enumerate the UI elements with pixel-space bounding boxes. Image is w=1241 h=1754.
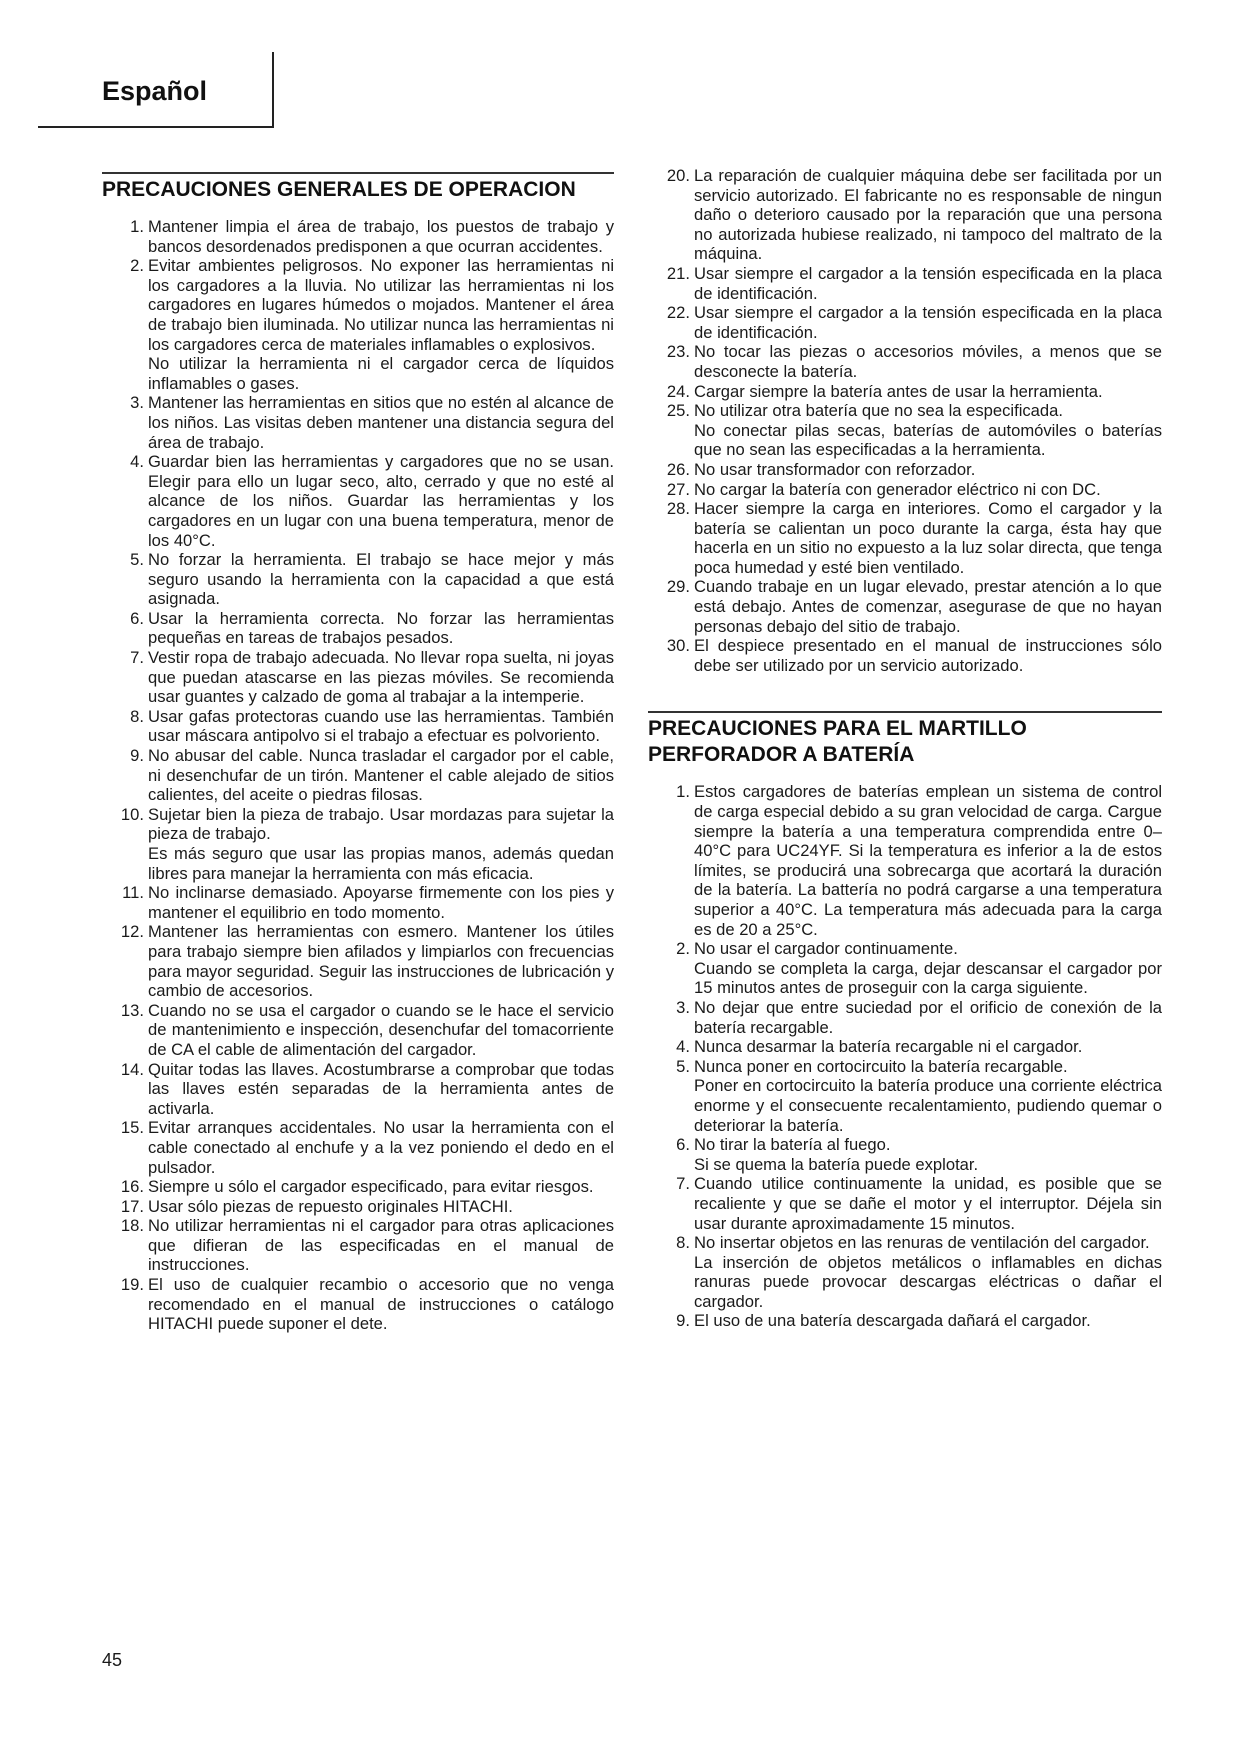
item-number: 26. <box>666 459 690 479</box>
item-text: Mantener limpia el área de trabajo, los puestos de trabajo y bancos desordenados predisponen a que ocurran accidentes. <box>148 217 614 256</box>
item-text: Estos cargadores de baterías emplean un sistema de control de carga especial debido a su gran velocidad de carga. Cargue siempre la batería a una temperatura comprendida entre 0–40°C para UC24YF. Si la temperatura es inferior a la de estos límites, se producirá una sobrecarga que acortará la duración de la batería. La battería no podrá cargarse a una temperatura superior a 40°C. La temperatura más adecuada para la carga es de 20 a 25°C. <box>694 782 1162 939</box>
list-item <box>102 1197 614 1217</box>
list-item <box>648 1233 1162 1311</box>
item-number: 7. <box>130 648 144 668</box>
item-text: No tirar la batería al fuego. <box>694 1135 891 1155</box>
list-item <box>648 782 1162 939</box>
list-item <box>102 217 614 256</box>
list-item <box>648 480 1162 500</box>
list-item <box>648 1057 1162 1135</box>
list-item <box>648 401 1162 460</box>
item-text: No tocar las piezas o accesorios móviles, a menos que se desconecte la batería. <box>694 342 1162 381</box>
item-subtext: Si se quema la batería puede explotar. <box>694 1154 979 1174</box>
item-number: 10. <box>120 804 144 824</box>
item-text: Sujetar bien la pieza de trabajo. Usar mordazas para sujetar la pieza de trabajo. <box>148 804 614 844</box>
item-number: 2. <box>130 256 144 276</box>
item-text: Mantener las herramientas en sitios que no estén al alcance de los niños. Las visitas deben mantener una distancia segura del área de trabajo. <box>148 393 614 452</box>
item-number: 9. <box>676 1311 690 1331</box>
item-number: 23. <box>666 342 690 362</box>
list-item <box>648 998 1162 1037</box>
item-number: 14. <box>120 1059 144 1079</box>
item-number: 3. <box>676 997 690 1017</box>
item-text: El uso de cualquier recambio o accesorio que no venga recomendado en el manual de instrucciones o catálogo HITACHI puede suponer el dete. <box>148 1275 614 1334</box>
item-text: Cuando no se usa el cargador o cuando se le hace el servicio de mantenimiento e inspección, desenchufar del tomacorriente de CA el cable de alimentación del cargador. <box>148 1000 614 1059</box>
item-text: Nunca poner en cortocircuito la batería recargable. <box>694 1056 1068 1076</box>
item-number: 11. <box>122 883 144 903</box>
item-number: 1. <box>130 217 144 236</box>
item-text: Usar sólo piezas de repuesto originales HITACHI. <box>148 1196 513 1216</box>
list-item <box>102 1060 614 1119</box>
item-text: Usar siempre el cargador a la tensión especificada en la placa de identificación. <box>694 303 1162 342</box>
item-number: 18. <box>120 1216 144 1236</box>
general-precautions-title: PRECAUCIONES GENERALES DE OPERACION <box>102 172 614 203</box>
item-number: 25. <box>666 401 690 421</box>
item-number: 24. <box>666 381 690 401</box>
battery-precautions-title <box>648 711 1162 768</box>
list-item <box>648 166 1162 264</box>
item-number: 22. <box>666 303 690 323</box>
list-item <box>648 342 1162 381</box>
item-text: No utilizar herramientas ni el cargador para otras aplicaciones que difieran de las especificadas en el manual de instrucciones. <box>148 1216 614 1275</box>
list-item <box>648 1311 1162 1331</box>
item-text: Guardar bien las herramientas y cargadores que no se usan. Elegir para ello un lugar seco, alto, cerrado y que no esté al alcance de los niños. Guardar las herramientas y los cargadores en un lugar con una buena temperatura, menor de los 40°C. <box>148 452 614 550</box>
item-text: No usar transformador con reforzador. <box>694 459 976 479</box>
language-label: Español <box>102 76 208 106</box>
item-number: 19. <box>120 1275 144 1295</box>
general-precautions-list <box>102 217 614 1334</box>
item-number: 16. <box>120 1177 144 1197</box>
left-column <box>102 172 614 1334</box>
list-item <box>648 577 1162 636</box>
item-number: 4. <box>676 1037 690 1057</box>
list-item <box>102 1177 614 1197</box>
item-number: 17. <box>120 1196 144 1216</box>
item-number: 12. <box>120 922 144 942</box>
item-text: No inclinarse demasiado. Apoyarse firmemente con los pies y mantener el equilibrio en todo momento. <box>148 883 614 922</box>
list-item <box>102 1275 614 1334</box>
item-text: Vestir ropa de trabajo adecuada. No llevar ropa suelta, ni joyas que puedan atascarse en las piezas móviles. Se recomienda usar guantes y calzado de goma al trabajar a la intemperie. <box>148 648 614 707</box>
item-text: Quitar todas las llaves. Acostumbrarse a comprobar que todas las llaves estén separadas de la herramienta antes de activarla. <box>148 1059 614 1118</box>
item-subtext: Poner en cortocircuito la batería produce una corriente eléctrica enorme y el consecuente recalentamiento, pudiendo quemar o deteriorar la batería. <box>694 1076 1162 1135</box>
list-item <box>648 303 1162 342</box>
item-text: No utilizar otra batería que no sea la especificada. <box>694 401 1063 421</box>
item-number: 5. <box>130 550 144 570</box>
item-number: 30. <box>666 636 690 656</box>
item-subtext: La inserción de objetos metálicos o inflamables en dichas ranuras puede provocar descargas eléctricas o dañar el cargador. <box>694 1252 1162 1311</box>
battery-precautions-list <box>648 782 1162 1331</box>
item-text: Usar gafas protectoras cuando use las herramientas. También usar máscara antipolvo si el trabajo a efectuar es polvoriento. <box>148 706 614 746</box>
list-item <box>102 746 614 805</box>
item-text: No dejar que entre suciedad por el orificio de conexión de la batería recargable. <box>694 997 1162 1037</box>
header-rule-horizontal <box>38 126 274 128</box>
list-item <box>102 648 614 707</box>
item-number: 9. <box>130 746 144 766</box>
list-item <box>102 805 614 883</box>
item-number: 2. <box>676 939 690 959</box>
list-item <box>648 460 1162 480</box>
item-number: 7. <box>676 1174 690 1194</box>
list-item <box>102 550 614 609</box>
item-text: Usar la herramienta correcta. No forzar las herramientas pequeñas en tareas de trabajos pesados. <box>148 608 614 648</box>
item-number: 28. <box>666 499 690 519</box>
item-subtext: No conectar pilas secas, baterías de automóviles o baterías que no sean las especificadas a la herramienta. <box>694 420 1162 460</box>
item-number: 8. <box>130 706 144 726</box>
list-item <box>102 707 614 746</box>
item-text: Siempre u sólo el cargador especificado, para evitar riesgos. <box>148 1177 594 1197</box>
item-text: Cuando utilice continuamente la unidad, es posible que se recaliente y que se dañe el motor y el interruptor. Déjela sin usar durante aproximadamente 15 minutos. <box>694 1174 1162 1233</box>
item-text: Evitar arranques accidentales. No usar la herramienta con el cable conectado al enchufe y a la vez poniendo el dedo en el pulsador. <box>148 1118 614 1177</box>
list-item <box>102 922 614 1000</box>
list-item <box>648 499 1162 577</box>
item-text: No insertar objetos en las renuras de ventilación del cargador. <box>694 1233 1150 1253</box>
item-subtext: Es más seguro que usar las propias manos, además quedan libres para manejar la herramienta con más eficacia. <box>148 844 614 883</box>
item-number: 15. <box>120 1118 144 1138</box>
item-number: 1. <box>676 782 690 802</box>
page-number: 45 <box>102 1650 123 1670</box>
list-item <box>102 1001 614 1060</box>
item-number: 4. <box>130 452 144 472</box>
list-item <box>648 264 1162 303</box>
list-item <box>102 1216 614 1275</box>
item-text: No usar el cargador continuamente. <box>694 939 958 959</box>
list-item <box>102 452 614 550</box>
item-text: No abusar del cable. Nunca trasladar el cargador por el cable, ni desenchufar de un tirón. Mantener el cable alejado de sitios calientes, del aceite o piedras filosas. <box>148 746 614 805</box>
battery-title-line-2: PERFORADOR A BATERÍA <box>648 743 915 767</box>
list-item <box>648 1037 1162 1057</box>
item-text: El despiece presentado en el manual de instrucciones sólo debe ser utilizado por un servicio autorizado. <box>694 636 1162 675</box>
item-number: 29. <box>666 577 690 597</box>
item-number: 21. <box>666 263 690 283</box>
item-text: El uso de una batería descargada dañará el cargador. <box>694 1311 1091 1331</box>
item-number: 20. <box>666 166 690 185</box>
item-number: 3. <box>130 393 144 413</box>
list-item <box>648 382 1162 402</box>
list-item <box>648 636 1162 675</box>
list-item <box>102 1118 614 1177</box>
item-number: 6. <box>130 608 144 628</box>
list-item <box>648 1174 1162 1233</box>
item-subtext: Cuando se completa la carga, dejar descansar el cargador por 15 minutos antes de proseguir con la carga siguiente. <box>694 958 1162 998</box>
item-number: 27. <box>666 479 690 499</box>
list-item <box>648 939 1162 998</box>
general-precautions-list-continued <box>648 166 1162 675</box>
item-text: Hacer siempre la carga en interiores. Como el cargador y la batería se calientan un poco durante la carga, ésta hay que hacerla en un sitio no expuesto a la luz solar directa, que tenga poca humedad y esté bien ventilado. <box>694 499 1162 577</box>
battery-title-line-1: PRECAUCIONES PARA EL MARTILLO <box>648 717 1027 741</box>
list-item <box>102 393 614 452</box>
list-item <box>102 883 614 922</box>
item-number: 13. <box>120 1000 144 1020</box>
item-text: La reparación de cualquier máquina debe ser facilitada por un servicio autorizado. El fabricante no es responsable de ningun daño o deterioro causado por la reparación que una persona no autorizada hubiese realizado, ni tampoco del maltrato de la máquina. <box>694 166 1162 264</box>
item-text: No cargar la batería con generador eléctrico ni con DC. <box>694 479 1101 499</box>
item-number: 8. <box>676 1233 690 1253</box>
header-rule-vertical <box>272 52 274 128</box>
item-text: Cuando trabaje en un lugar elevado, prestar atención a lo que está debajo. Antes de comenzar, asegurase de que no hayan personas debajo del sitio de trabajo. <box>694 577 1162 636</box>
item-text: Mantener las herramientas con esmero. Mantener los útiles para trabajo siempre bien afilados y limpiarlos con frecuencias para mayor seguridad. Seguir las instrucciones de lubricación y cambio de accesorios. <box>148 922 614 1001</box>
item-number: 5. <box>676 1056 690 1076</box>
list-item <box>102 256 614 393</box>
item-text: Usar siempre el cargador a la tensión especificada en la placa de identificación. <box>694 263 1162 303</box>
item-text: Nunca desarmar la batería recargable ni el cargador. <box>694 1037 1083 1057</box>
item-subtext: No utilizar la herramienta ni el cargador cerca de líquidos inflamables o gases. <box>148 354 614 393</box>
list-item <box>102 609 614 648</box>
item-text: Evitar ambientes peligrosos. No exponer las herramientas ni los cargadores a la lluvia. No utilizar las herramientas ni los cargadores en lugares húmedos o mojados. Mantener el área de trabajo bien iluminada. No utilizar nunca las herramientas ni los cargadores cerca de materiales inflamables o explosivos. <box>148 256 614 354</box>
item-text: No forzar la herramienta. El trabajo se hace mejor y más seguro usando la herramienta con la capacidad a que está asignada. <box>148 550 614 609</box>
list-item <box>648 1135 1162 1174</box>
item-number: 6. <box>676 1135 690 1155</box>
item-text: Cargar siempre la batería antes de usar la herramienta. <box>694 381 1103 401</box>
right-column <box>648 166 1162 1331</box>
